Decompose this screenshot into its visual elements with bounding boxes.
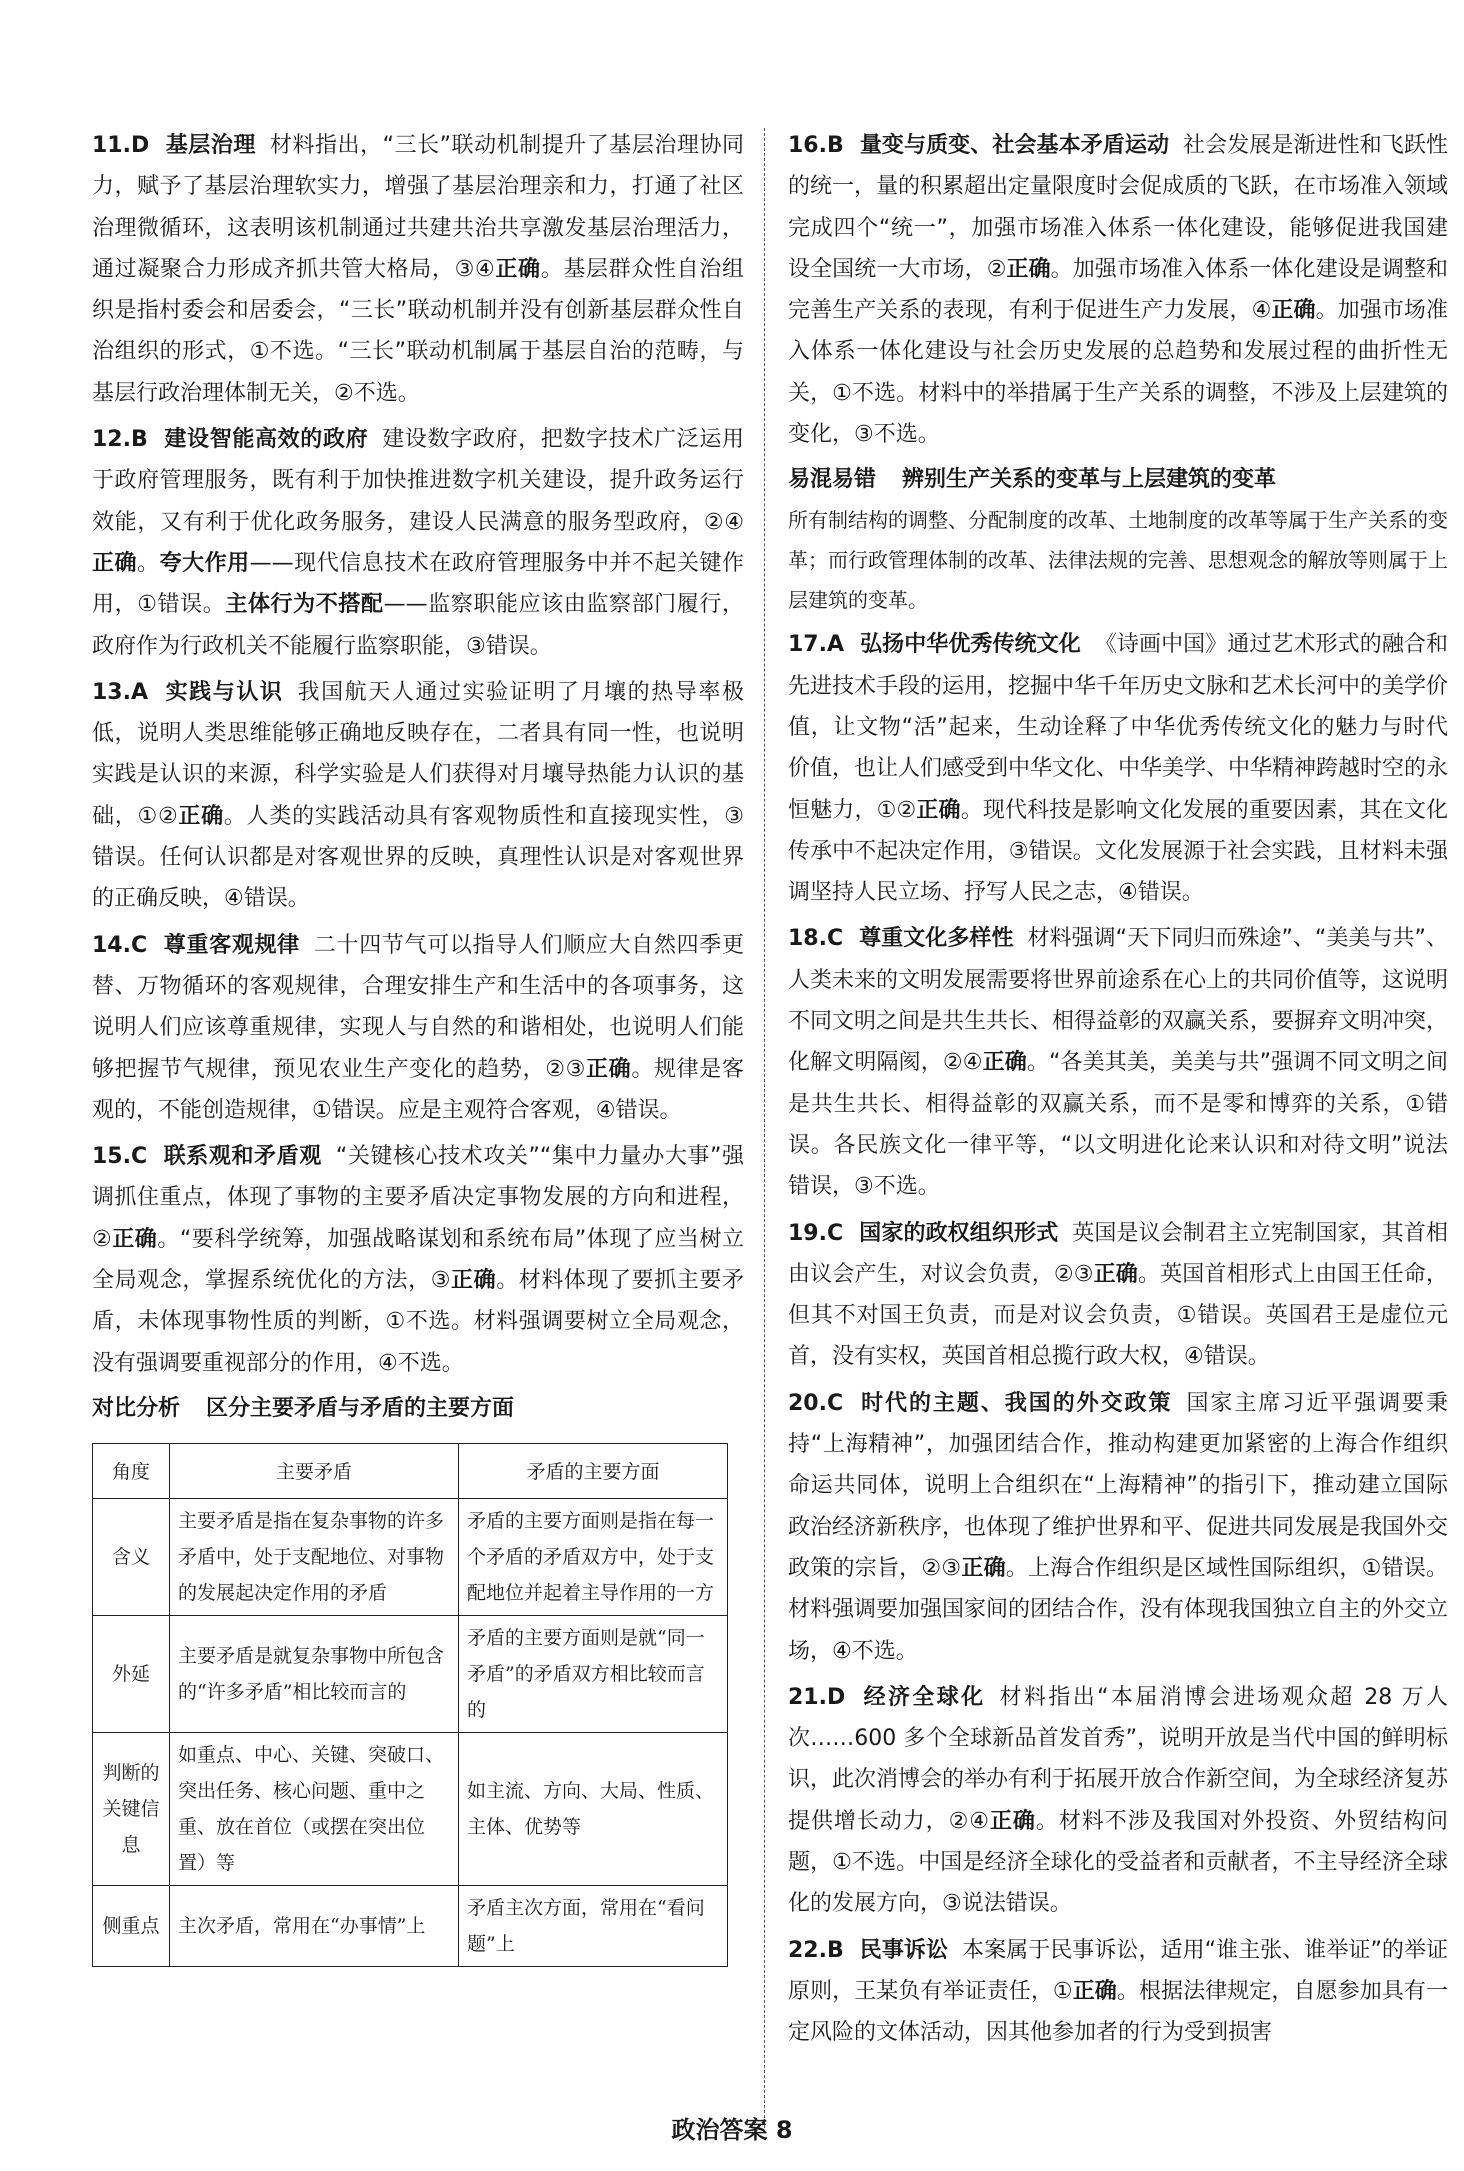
answer-text: 。上海合作组织是区域性国际组织，①错误。材料强调要加强国家间的团结合作，没有体现我国独立自主的外交立场，④不选。 — [788, 1555, 1449, 1664]
answer-11 — [92, 125, 744, 414]
answer-text: 。材料不涉及我国对外投资、外贸结构问题，①不选。中国是经济全球化的受益者和贡献者，不主导经济全球化的发展方向，③说法错误。 — [788, 1808, 1448, 1917]
answer-text: 社会发展是渐进性和飞跃性的统一，量的积累超出定量限度时会促成质的飞跃，在市场准入领域完成四个“统一”，加强市场准入体系一体化建设，能够促进我国建设全国统一大市场，② — [788, 133, 1449, 282]
row-principal-contradiction: 如重点、中心、关键、突破口、突出任务、核心问题、重中之重、放在首位（或摆在突出位置）等 — [170, 1732, 459, 1885]
question-topic: 时代的主题、我国的外交政策 — [859, 1390, 1173, 1416]
header-principal-aspect: 矛盾的主要方面 — [459, 1443, 728, 1498]
answer-text: 国家主席习近平强调要秉持“上海精神”，加强团结合作，推动构建更加紧密的上海合作组织命运共同体，说明上合组织在“上海精神”的指引下，推动建立国际政治经济新秩序，也体现了维护世界和平、促进共同发展是我国外交政策的宗旨，②③ — [788, 1390, 1449, 1581]
row-key: 侧重点 — [93, 1885, 170, 1966]
answer-13 — [92, 672, 744, 920]
header-principal-contradiction: 主要矛盾 — [170, 1443, 459, 1498]
row-principal-aspect: 如主流、方向、大局、性质、主体、优势等 — [459, 1732, 728, 1885]
answer-17 — [788, 624, 1448, 913]
tip-title: 辨别生产关系的变革与上层建筑的变革 — [902, 467, 1277, 493]
correct-mark: 正确 — [586, 1056, 632, 1082]
comparison-label: 对比分析 — [92, 1395, 181, 1421]
question-number: 15.C — [92, 1144, 148, 1170]
answer-text: 。 — [137, 550, 160, 576]
column-divider — [764, 128, 765, 2128]
table-row — [93, 1885, 728, 1966]
answer-16 — [788, 125, 1448, 455]
answer-text: 。人类的实践活动具有客观物质性和直接现实性，③错误。任何认识都是对客观世界的反映，真理性认识是对客观世界的正确反映，④错误。 — [92, 803, 744, 912]
right-column — [788, 125, 1448, 2058]
table-row — [93, 1732, 728, 1885]
question-topic: 联系观和矛盾观 — [163, 1144, 322, 1170]
answer-text: 材料指出，“三长”联动机制提升了基层治理协同力，赋予了基层治理软实力，增强了基层治理亲和力，打通了社区治理微循环，这表明该机制通过共建共治共享激发基层治理活力，通过凝聚合力形成齐抓共管大格局，③④ — [92, 133, 744, 282]
answer-15 — [92, 1136, 744, 1384]
table-row — [93, 1615, 728, 1732]
question-number: 13.A — [92, 679, 148, 705]
question-topic: 量变与质变、社会基本矛盾运动 — [859, 133, 1170, 158]
question-topic: 实践与认识 — [164, 679, 284, 705]
question-number: 14.C — [92, 932, 148, 958]
page-footer: 政治答案 8 — [671, 2116, 793, 2144]
answer-text: 。加强市场准入体系一体化建设是调整和完善生产关系的表现，有利于促进生产力发展，④ — [788, 256, 1448, 324]
answer-text: 材料强调“天下同归而殊途”、“美美与共”、人类未来的文明发展需要将世界前途系在心上的共同价值等，这说明不同文明之间是共生共长、相得益彰的双赢关系，要摒弃文明冲突，化解文明隔阂，②④ — [788, 926, 1449, 1076]
correct-mark: 正确 — [1271, 298, 1316, 324]
error-type: 夸大作用 — [159, 550, 250, 576]
answer-text: 《诗画中国》通过艺术形式的融合和先进技术手段的运用，挖掘中华千年历史文脉和艺术长河中的美学价值，让文物“活”起来，生动诠释了中华优秀传统文化的魅力与时代价值，也让人们感受到中华文化、中华美学、中华精神跨越时空的永恒魅力，①② — [788, 632, 1449, 823]
left-column — [92, 125, 744, 1967]
answer-21 — [788, 1677, 1448, 1925]
question-number: 20.C — [788, 1390, 844, 1416]
table-header-row — [93, 1443, 728, 1498]
correct-mark: 正确 — [1006, 256, 1051, 282]
question-number: 22.B — [788, 1937, 844, 1963]
correct-mark: 正确 — [112, 1226, 158, 1252]
answer-text: 我国航天人通过实验证明了月壤的热导率极低，说明人类思维能够正确地反映存在，二者具有同一性，也说明实践是认识的来源，科学实验是人们获得对月壤导热能力认识的基础，①② — [92, 679, 744, 829]
answer-text: 。根据法律规定，自愿参加具有一定风险的文体活动，因其他参加者的行为受到损害 — [788, 1978, 1448, 2046]
question-number: 16.B — [788, 133, 844, 158]
row-key: 外延 — [93, 1615, 170, 1732]
row-key: 判断的关键信息 — [93, 1732, 170, 1885]
question-number: 19.C — [788, 1220, 844, 1246]
answer-text: 英国是议会制君主立宪制国家，其首相由议会产生，对议会负责，②③ — [788, 1220, 1448, 1287]
row-key: 含义 — [93, 1498, 170, 1615]
correct-mark: 正确 — [178, 803, 224, 829]
table-row — [93, 1498, 728, 1615]
comparison-title: 区分主要矛盾与矛盾的主要方面 — [206, 1395, 515, 1421]
header-angle: 角度 — [93, 1443, 170, 1498]
answer-text: 。英国首相形式上由国王任命，但其不对国王负责，而是对议会负责，①错误。英国君王是虚位元首，没有实权，英国首相总揽行政大权，④错误。 — [788, 1261, 1448, 1370]
row-principal-contradiction: 主要矛盾是指在复杂事物的许多矛盾中，处于支配地位、对事物的发展起决定作用的矛盾 — [170, 1498, 459, 1615]
answer-text: 。规律是客观的，不能创造规律，①错误。应是主观符合客观，④错误。 — [92, 1056, 744, 1123]
answer-text: 。基层群众性自治组织是指村委会和居委会，“三长”联动机制并没有创新基层群众性自治组织的形式，①不选。“三长”联动机制属于基层自治的范畴，与基层行政治理体制无关，②不选。 — [92, 256, 744, 406]
correct-mark: 正确 — [989, 1808, 1036, 1834]
answer-18 — [788, 918, 1448, 1207]
question-topic: 建设智能高效的政府 — [163, 427, 369, 453]
correct-mark: 正确 — [982, 1050, 1027, 1076]
question-topic: 尊重文化多样性 — [859, 926, 1014, 952]
question-topic: 尊重客观规律 — [163, 932, 300, 958]
answer-20 — [788, 1383, 1448, 1672]
tip-heading — [788, 460, 1448, 500]
correct-mark: 正确 — [92, 550, 138, 576]
answer-text: ——监察职能应该由监察部门履行，政府作为行政机关不能履行监察职能，③错误。 — [92, 592, 744, 659]
answer-text: 。现代科技是影响文化发展的重要因素，其在文化传承中不起决定作用，③错误。文化发展源于社会实践，且材料未强调坚持人民立场、抒写人民之志，④错误。 — [788, 797, 1448, 906]
answer-text: 。材料体现了要抓主要矛盾，未体现事物性质的判断，①不选。材料强调要树立全局观念，没有强调要重视部分的作用，④不选。 — [92, 1268, 744, 1376]
row-principal-aspect: 矛盾的主要方面则是指在每一个矛盾的矛盾双方中，处于支配地位并起着主导作用的一方 — [459, 1498, 728, 1615]
answer-22 — [788, 1930, 1448, 2054]
correct-mark: 正确 — [1093, 1261, 1138, 1287]
row-principal-contradiction: 主要矛盾是就复杂事物中所包含的“许多矛盾”相比较而言的 — [170, 1615, 459, 1732]
answer-text: 建设数字政府，把数字技术广泛运用于政府管理服务，既有利于加快推进数字机关建设，提升政务运行效能，又有利于优化政务服务，建设人民满意的服务型政府，②④ — [92, 427, 744, 535]
answer-text: 本案属于民事诉讼，适用“谁主张、谁举证”的举证原则，王某负有举证责任，① — [788, 1937, 1448, 2004]
answer-12 — [92, 419, 744, 667]
row-principal-aspect: 矛盾主次方面，常用在“看问题”上 — [459, 1885, 728, 1966]
answer-text: “关键核心技术攻关”“集中力量办大事”强调抓住重点，体现了事物的主要矛盾决定事物发展的方向和进程，② — [92, 1144, 744, 1252]
answer-text: 二十四节气可以指导人们顺应大自然四季更替、万物循环的客观规律，合理安排生产和生活中的各项事务，这说明人们应该尊重规律，实现人与自然的和谐相处，也说明人们能够把握节气规律，预见农业生产变化的趋势，②③ — [92, 932, 744, 1082]
answer-19 — [788, 1213, 1448, 1378]
question-topic: 民事诉讼 — [859, 1937, 949, 1963]
question-number: 21.D — [788, 1684, 846, 1710]
question-number: 11.D — [92, 133, 150, 158]
question-number: 18.C — [788, 926, 844, 952]
correct-mark: 正确 — [495, 256, 541, 282]
answer-14 — [92, 925, 744, 1131]
question-topic: 基层治理 — [165, 133, 256, 158]
tip-body: 所有制结构的调整、分配制度的改革、土地制度的改革等属于生产关系的变革；而行政管理体制的改革、法律法规的完善、思想观念的解放等则属于上层建筑的变革。 — [788, 508, 1448, 613]
question-topic: 国家的政权组织形式 — [859, 1220, 1059, 1246]
answer-text: 。加强市场准入体系一体化建设与社会历史发展的总趋势和发展过程的曲折性无关，①不选。材料中的举措属于生产关系的调整，不涉及上层建筑的变化，③不选。 — [788, 298, 1448, 448]
row-principal-contradiction: 主次矛盾，常用在“办事情”上 — [170, 1885, 459, 1966]
correct-mark: 正确 — [1072, 1978, 1117, 2004]
answer-text: 。“要科学统筹，加强战略谋划和系统布局”体现了应当树立全局观念，掌握系统优化的方法，③ — [92, 1226, 744, 1294]
question-topic: 弘扬中华优秀传统文化 — [860, 632, 1081, 658]
question-number: 17.A — [788, 632, 844, 658]
question-topic: 经济全球化 — [861, 1684, 986, 1710]
correct-mark: 正确 — [451, 1268, 497, 1294]
error-type: 主体行为不搭配 — [225, 592, 384, 618]
tip-label: 易混易错 — [788, 467, 877, 493]
answer-text: 材料指出“本届消博会进场观众超 28 万人次……600 多个全球新品首发首秀”，说明开放是当代中国的鲜明标识，此次消博会的举办有利于拓展开放合作新空间，为全球经济复苏提供增长动力，②④ — [788, 1684, 1449, 1834]
row-principal-aspect: 矛盾的主要方面则是就“同一矛盾”的矛盾双方相比较而言的 — [459, 1615, 728, 1732]
comparison-table — [92, 1443, 728, 1967]
answer-text: ——现代信息技术在政府管理服务中并不起关键作用，①错误。 — [92, 550, 744, 618]
question-number: 12.B — [92, 427, 148, 453]
correct-mark: 正确 — [961, 1555, 1006, 1581]
comparison-heading — [92, 1389, 744, 1429]
correct-mark: 正确 — [916, 797, 961, 823]
answer-text: 。“各美其美，美美与共”强调不同文明之间是共生共长、相得益彰的双赢关系，而不是零和博弈的关系，①错误。各民族文化一律平等，“以文明进化论来认识和对待文明”说法错误，③不选。 — [788, 1050, 1448, 1200]
